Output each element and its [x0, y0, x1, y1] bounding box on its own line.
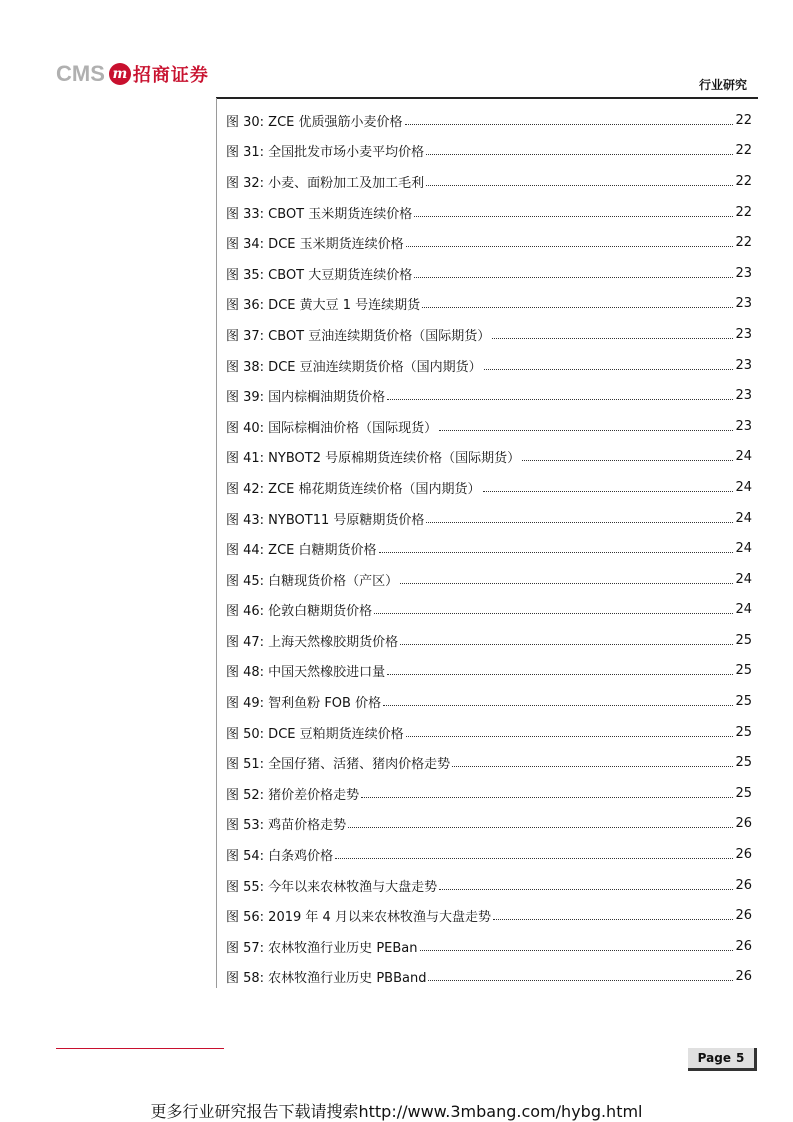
page-prefix: Page	[697, 1051, 731, 1065]
page-number-box	[688, 1048, 757, 1071]
toc-entry[interactable]	[226, 931, 752, 962]
toc-entry[interactable]	[226, 870, 752, 901]
toc-entry-page: 24	[735, 602, 752, 618]
toc-entry-page: 25	[735, 785, 752, 801]
toc-entry[interactable]	[226, 472, 752, 503]
logo-chinese-text: 招商证券	[132, 65, 209, 86]
toc-entry-page: 22	[735, 235, 752, 251]
toc-entry-page: 22	[735, 204, 752, 220]
dot-leader	[414, 277, 733, 278]
toc-entry-page: 22	[735, 112, 752, 128]
toc-entry-page: 24	[735, 541, 752, 557]
dot-leader	[439, 889, 733, 890]
toc-entry-label: 图 57: 农林牧渔行业历史 PEBan	[226, 940, 418, 956]
toc-entry-label: 图 37: CBOT 豆油连续期货价格（国际期货）	[226, 328, 491, 344]
toc-entry-label: 图 48: 中国天然橡胶进口量	[226, 665, 386, 681]
toc-entry[interactable]	[226, 319, 752, 350]
toc-entry[interactable]	[226, 442, 752, 473]
toc-entry-page: 25	[735, 755, 752, 771]
toc-entry-label: 图 47: 上海天然橡胶期货价格	[226, 634, 399, 650]
toc-entry-label: 图 45: 白糖现货价格（产区）	[226, 573, 399, 589]
toc-entry[interactable]	[226, 686, 752, 717]
toc-entry[interactable]	[226, 533, 752, 564]
dot-leader	[483, 491, 734, 492]
toc-entry-page: 22	[735, 173, 752, 189]
logo-mark-icon: m	[109, 63, 131, 85]
company-logo	[56, 60, 209, 88]
toc-entry[interactable]	[226, 411, 752, 442]
toc-entry-page: 26	[735, 908, 752, 924]
toc-entry-page: 26	[735, 938, 752, 954]
figure-index-list	[226, 105, 752, 992]
toc-entry[interactable]	[226, 136, 752, 167]
toc-entry-page: 23	[735, 357, 752, 373]
toc-entry-label: 图 46: 伦敦白糖期货价格	[226, 604, 373, 620]
toc-entry-label: 图 55: 今年以来农林牧渔与大盘走势	[226, 879, 438, 895]
toc-entry[interactable]	[226, 350, 752, 381]
toc-entry[interactable]	[226, 503, 752, 534]
toc-entry[interactable]	[226, 564, 752, 595]
toc-entry-page: 25	[735, 663, 752, 679]
toc-entry[interactable]	[226, 197, 752, 228]
toc-entry[interactable]	[226, 717, 752, 748]
toc-entry-label: 图 49: 智利鱼粉 FOB 价格	[226, 696, 382, 712]
toc-entry-label: 图 40: 国际棕榈油价格（国际现货）	[226, 420, 438, 436]
section-label: 行业研究	[698, 78, 747, 92]
dot-leader	[414, 216, 733, 217]
dot-leader	[428, 980, 733, 981]
dot-leader	[335, 858, 733, 859]
dot-leader	[387, 674, 733, 675]
left-margin-rule	[216, 98, 217, 988]
dot-leader	[406, 246, 734, 247]
dot-leader	[522, 460, 733, 461]
toc-entry-label: 图 32: 小麦、面粉加工及加工毛利	[226, 175, 425, 191]
toc-entry-page: 23	[735, 326, 752, 342]
toc-entry[interactable]	[226, 625, 752, 656]
page-number: 5	[735, 1051, 745, 1065]
dot-leader	[452, 766, 733, 767]
download-watermark: 更多行业研究报告下载请搜索http://www.3mbang.com/hybg.html	[150, 1102, 643, 1121]
toc-entry-page: 23	[735, 296, 752, 312]
dot-leader	[426, 185, 733, 186]
toc-entry-page: 25	[735, 694, 752, 710]
dot-leader	[387, 399, 733, 400]
toc-entry[interactable]	[226, 747, 752, 778]
toc-entry-page: 24	[735, 510, 752, 526]
toc-entry[interactable]	[226, 595, 752, 626]
header-divider	[216, 97, 758, 99]
toc-entry-label: 图 31: 全国批发市场小麦平均价格	[226, 145, 425, 161]
toc-entry-label: 图 56: 2019 年 4 月以来农林牧渔与大盘走势	[226, 910, 491, 926]
toc-entry[interactable]	[226, 380, 752, 411]
logo-latin-text: CMS	[56, 61, 105, 86]
toc-entry-page: 23	[735, 418, 752, 434]
toc-entry-label: 图 42: ZCE 棉花期货连续价格（国内期货）	[226, 481, 481, 497]
toc-entry-label: 图 36: DCE 黄大豆 1 号连续期货	[226, 298, 421, 314]
toc-entry-label: 图 33: CBOT 玉米期货连续价格	[226, 206, 413, 222]
toc-entry-label: 图 44: ZCE 白糖期货价格	[226, 543, 377, 559]
toc-entry[interactable]	[226, 778, 752, 809]
toc-entry-label: 图 34: DCE 玉米期货连续价格	[226, 237, 404, 253]
toc-entry-page: 26	[735, 877, 752, 893]
dot-leader	[379, 552, 734, 553]
dot-leader	[406, 736, 734, 737]
dot-leader	[400, 583, 733, 584]
toc-entry-label: 图 50: DCE 豆粕期货连续价格	[226, 726, 404, 742]
dot-leader	[400, 644, 733, 645]
dot-leader	[422, 307, 733, 308]
dot-leader	[374, 613, 733, 614]
toc-entry-label: 图 35: CBOT 大豆期货连续价格	[226, 267, 413, 283]
dot-leader	[484, 369, 734, 370]
dot-leader	[361, 797, 733, 798]
toc-entry[interactable]	[226, 166, 752, 197]
toc-entry-page: 25	[735, 632, 752, 648]
toc-entry[interactable]	[226, 258, 752, 289]
toc-entry[interactable]	[226, 656, 752, 687]
toc-entry[interactable]	[226, 227, 752, 258]
dot-leader	[383, 705, 733, 706]
toc-entry-page: 24	[735, 449, 752, 465]
dot-leader	[426, 522, 733, 523]
dot-leader	[439, 430, 733, 431]
footnote-divider	[56, 1048, 224, 1049]
toc-entry-label: 图 43: NYBOT11 号原糖期货价格	[226, 512, 425, 528]
toc-entry-page: 26	[735, 847, 752, 863]
toc-entry-page: 26	[735, 969, 752, 985]
dot-leader	[493, 919, 734, 920]
toc-entry-page: 26	[735, 816, 752, 832]
dot-leader	[492, 338, 733, 339]
toc-entry-page: 24	[735, 479, 752, 495]
dot-leader	[348, 827, 733, 828]
dot-leader	[426, 154, 733, 155]
toc-entry[interactable]	[226, 900, 752, 931]
toc-entry-label: 图 54: 白条鸡价格	[226, 849, 334, 865]
toc-entry[interactable]	[226, 962, 752, 993]
toc-entry-page: 23	[735, 265, 752, 281]
toc-entry[interactable]	[226, 289, 752, 320]
toc-entry-label: 图 53: 鸡苗价格走势	[226, 818, 347, 834]
toc-entry-label: 图 30: ZCE 优质强筋小麦价格	[226, 114, 403, 130]
toc-entry-label: 图 41: NYBOT2 号原棉期货连续价格（国际期货）	[226, 451, 521, 467]
toc-entry[interactable]	[226, 105, 752, 136]
toc-entry-page: 23	[735, 388, 752, 404]
toc-entry-label: 图 52: 猪价差价格走势	[226, 787, 360, 803]
toc-entry-label: 图 39: 国内棕榈油期货价格	[226, 390, 386, 406]
toc-entry-page: 25	[735, 724, 752, 740]
toc-entry-page: 24	[735, 571, 752, 587]
toc-entry-label: 图 38: DCE 豆油连续期货价格（国内期货）	[226, 359, 482, 375]
toc-entry-label: 图 51: 全国仔猪、活猪、猪肉价格走势	[226, 757, 451, 773]
toc-entry-label: 图 58: 农林牧渔行业历史 PBBand	[226, 971, 427, 987]
toc-entry[interactable]	[226, 809, 752, 840]
toc-entry[interactable]	[226, 839, 752, 870]
dot-leader	[420, 950, 734, 951]
dot-leader	[405, 124, 734, 125]
toc-entry-page: 22	[735, 143, 752, 159]
